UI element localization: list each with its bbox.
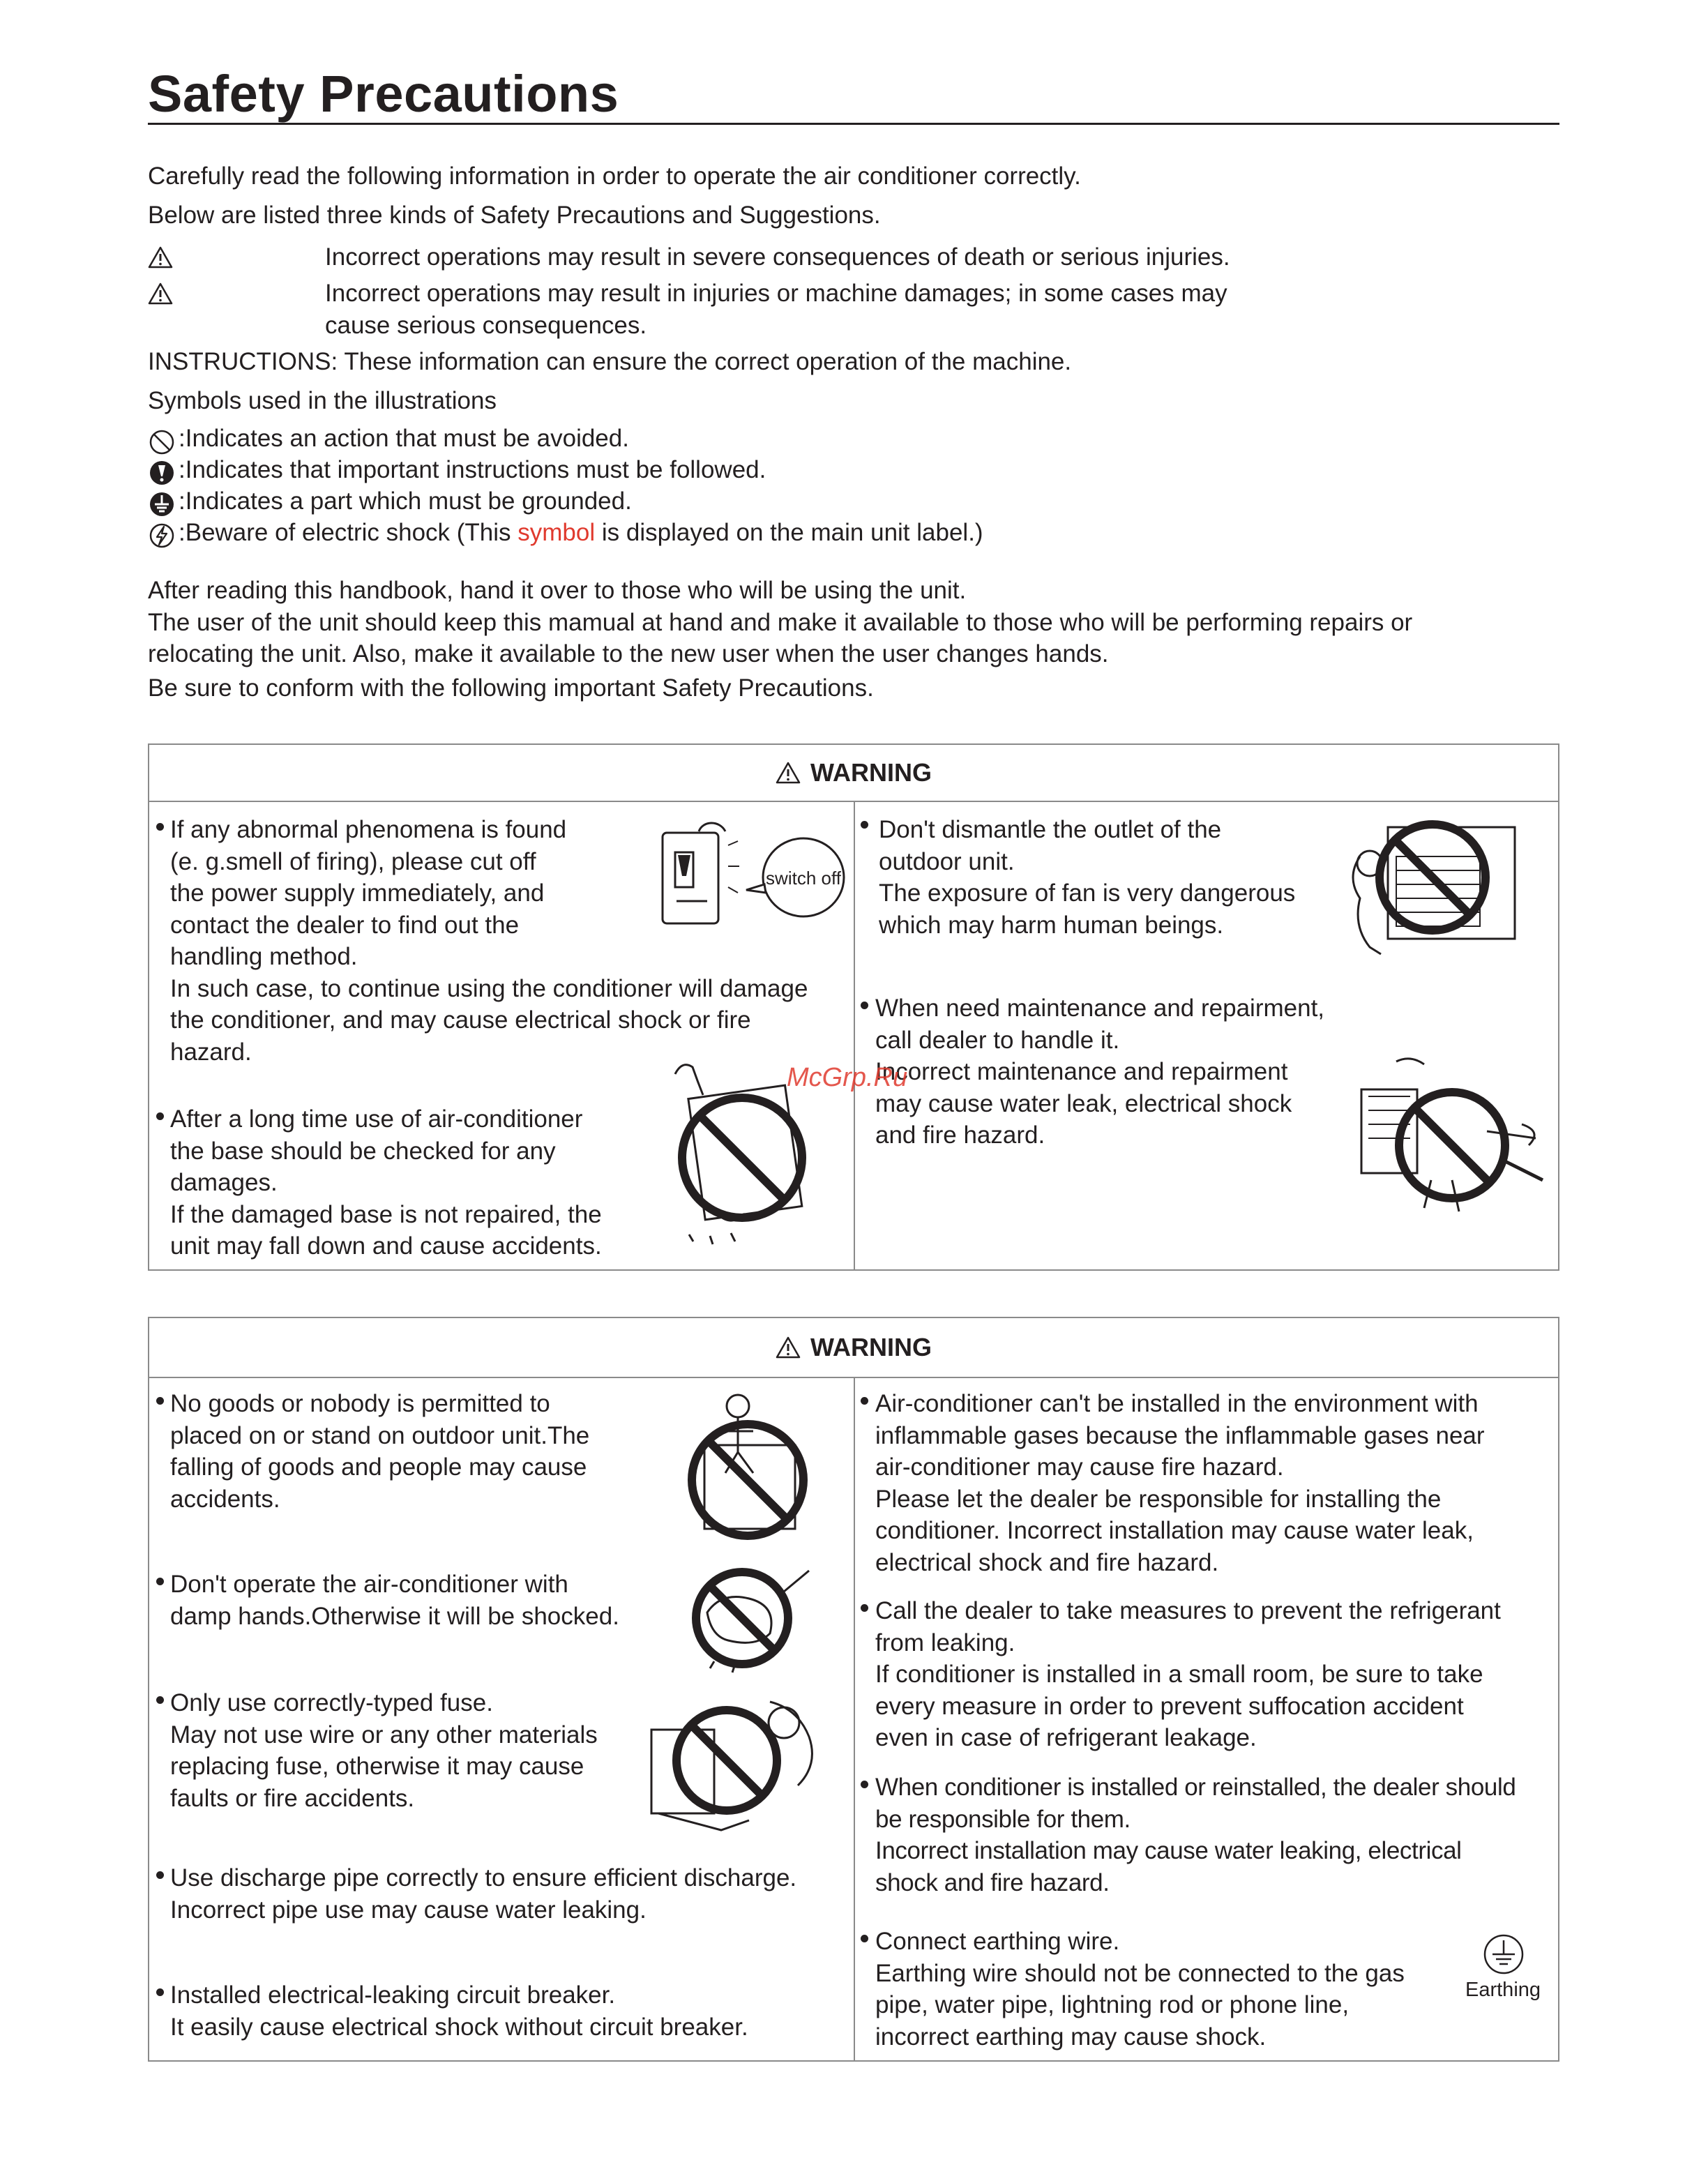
symbol-desc-prohibited: :Indicates an action that must be avoided. bbox=[179, 425, 629, 452]
precaution-level-1: Incorrect operations may result in severe consequences of death or serious injuries. bbox=[325, 243, 1230, 271]
electric-shock-icon bbox=[148, 522, 176, 550]
symbol-desc-ground: :Indicates a part which must be grounded. bbox=[179, 488, 632, 515]
intro-line-1: Carefully read the following information in order to operate the air conditioner correctly. bbox=[148, 163, 1081, 190]
handbook-line-3: relocating the unit. Also, make it available to the new user when the user changes hands. bbox=[148, 640, 1109, 667]
maintenance-illustration bbox=[1347, 1055, 1550, 1222]
intro-line-2: Below are listed three kinds of Safety Precautions and Suggestions. bbox=[148, 202, 881, 229]
warning-heading: WARNING bbox=[810, 1333, 932, 1361]
symbol-highlight: symbol bbox=[517, 519, 596, 546]
switch-off-label: switch off bbox=[766, 868, 841, 889]
warning-item-installation: When conditioner is installed or reinstalled, the dealer should be responsible for them. Incorrect installation may cause water leaking, electrical shock and fire hazard. bbox=[875, 1774, 1516, 1896]
watermark: McGrp.Ru bbox=[787, 1063, 908, 1092]
prohibited-icon bbox=[148, 428, 176, 456]
fuse-illustration bbox=[644, 1688, 826, 1836]
warning-item-discharge-pipe: Use discharge pipe correctly to ensure efficient discharge. Incorrect pipe use may cause water leaking. bbox=[170, 1864, 797, 1924]
warning-item-inflammable-gas: Air-conditioner can't be installed in the environment with inflammable gases because the inflammable gases near air-conditioner may cause fire hazard. Please let the dealer be responsible for installing the conditioner. Incorrect installation may cause water leak, electrical shock and fire hazard. bbox=[875, 1390, 1485, 1576]
precaution-level-2: Incorrect operations may result in injuries or machine damages; in some cases may bbox=[325, 280, 1227, 307]
handbook-line-2: The user of the unit should keep this mamual at hand and make it available to those who will be performing repairs or bbox=[148, 609, 1413, 636]
warning-item-abnormal: If any abnormal phenomena is found (e. g.smell of firing), please cut off the power supply immediately, and contact the dealer to find out the handling method. In such case, to continue using the conditioner will damage the conditioner, and may cause electrical shock or fire hazard. bbox=[170, 816, 808, 1066]
precaution-level-2-cont: cause serious consequences. bbox=[325, 312, 647, 339]
warning-triangle-icon bbox=[776, 1336, 801, 1359]
warning-item-outlet: Don't dismantle the outlet of the outdoor unit. The exposure of fan is very dangerous which may harm human beings. bbox=[879, 816, 1296, 939]
earthing-label: Earthing bbox=[1465, 1979, 1541, 2001]
handbook-line-1: After reading this handbook, hand it over to those who will be using the unit. bbox=[148, 577, 967, 604]
symbol-desc-mandatory: :Indicates that important instructions must be followed. bbox=[179, 456, 766, 483]
mandatory-icon bbox=[148, 459, 176, 487]
symbols-heading: Symbols used in the illustrations bbox=[148, 387, 497, 414]
earthing-icon bbox=[1481, 1932, 1526, 1977]
warning-item-maintenance: When need maintenance and repairment, call dealer to handle it. Incorrect maintenance and repairment may cause water leak, electrical shock and fire hazard. bbox=[875, 995, 1325, 1149]
warning-item-fuse: Only use correctly-typed fuse. May not use wire or any other materials replacing fuse, otherwise it may cause faults or fire accidents. bbox=[170, 1689, 598, 1812]
symbol-desc-electric-shock: :Beware of electric shock (This symbol is displayed on the main unit label.) bbox=[179, 519, 983, 546]
damp-hands-illustration bbox=[686, 1564, 812, 1675]
column-divider bbox=[854, 1378, 855, 2060]
instructions-line: INSTRUCTIONS: These information can ensure the correct operation of the machine. bbox=[148, 348, 1072, 375]
dismantle-outlet-illustration bbox=[1339, 815, 1527, 961]
warning-item-damp-hands: Don't operate the air-conditioner with damp hands.Otherwise it will be shocked. bbox=[170, 1571, 619, 1630]
caution-triangle-icon bbox=[148, 282, 173, 305]
title-underline bbox=[148, 123, 1559, 125]
warning-item-earthing: Connect earthing wire. Earthing wire should not be connected to the gas pipe, water pipe, lightning rod or phone line, incorrect earthing may cause shock. bbox=[875, 1928, 1405, 2051]
handbook-line-4: Be sure to conform with the following important Safety Precautions. bbox=[148, 674, 874, 702]
warning-item-no-goods: No goods or nobody is permitted to placed on or stand on outdoor unit.The falling of goods and people may cause accidents. bbox=[170, 1390, 590, 1513]
warning-item-refrigerant: Call the dealer to take measures to prevent the refrigerant from leaking. If conditioner is installed in a small room, be sure to take every measure in order to prevent suffocation accident even in case of refrigerant leakage. bbox=[875, 1597, 1501, 1751]
switch-off-illustration bbox=[656, 817, 851, 929]
column-divider bbox=[854, 802, 855, 1269]
warning-triangle-icon bbox=[148, 246, 173, 269]
warning-triangle-icon bbox=[776, 761, 801, 785]
warning-box-2-header bbox=[149, 1318, 1558, 1378]
warning-item-circuit-breaker: Installed electrical-leaking circuit breaker. It easily cause electrical shock without circuit breaker. bbox=[170, 1981, 748, 2041]
warning-heading: WARNING bbox=[810, 758, 932, 787]
warning-item-base-check: After a long time use of air-conditioner the base should be checked for any damages. If the damaged base is not repaired, the unit may fall down and cause accidents. bbox=[170, 1105, 602, 1260]
warning-box-1-header bbox=[149, 745, 1558, 802]
page-title: Safety Precautions bbox=[148, 65, 619, 123]
ground-icon bbox=[148, 490, 176, 518]
no-standing-illustration bbox=[683, 1389, 816, 1543]
